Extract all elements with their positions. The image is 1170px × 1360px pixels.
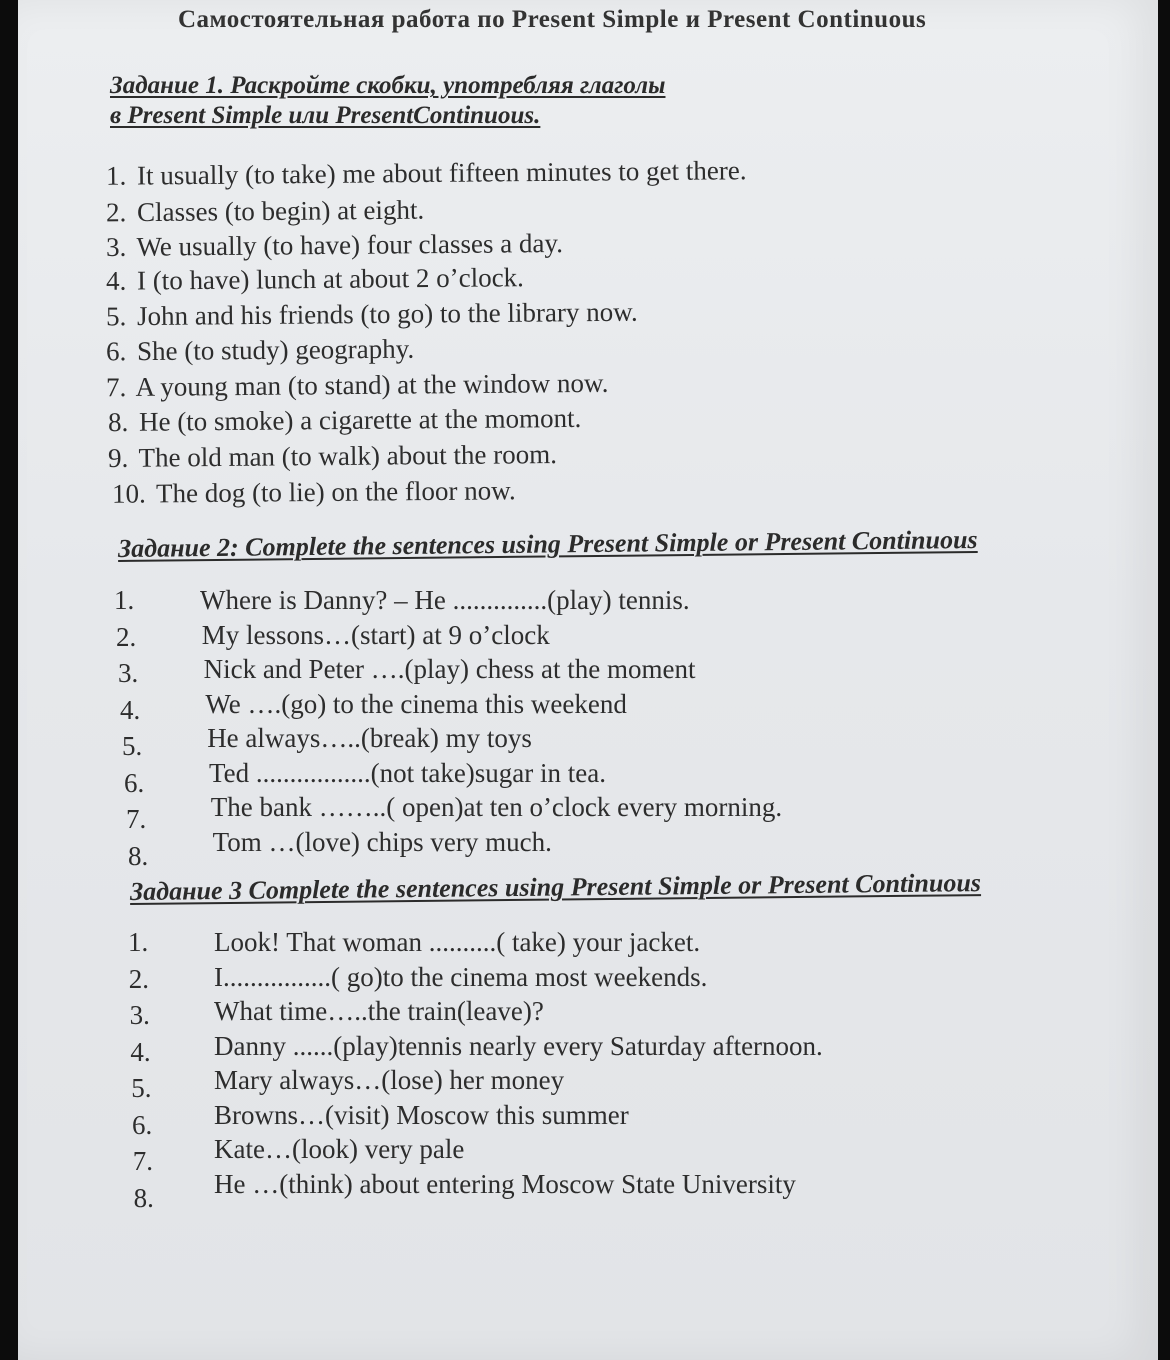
task1-item xyxy=(112,475,516,510)
item-number: 6. xyxy=(132,1109,153,1140)
task3-heading: Задание 3 Complete the sentences using Present Simple or Present Continuous xyxy=(129,868,982,906)
item-text: Browns…(visit) Moscow this summer xyxy=(214,1099,629,1130)
item-text: He …(think) about entering Moscow State University xyxy=(214,1168,796,1199)
item-number: 10. xyxy=(111,478,146,509)
item-text: John and his friends (to go) to the library now. xyxy=(130,296,638,332)
item-number: 1. xyxy=(114,585,135,615)
item-number: 4. xyxy=(120,694,141,725)
item-text: Ted .................(not take)sugar in tea. xyxy=(209,757,606,788)
page-title: Самостоятельная работа по Present Simple и Present Continuous xyxy=(178,6,927,33)
task1-item xyxy=(106,334,414,368)
item-text: Classes (to begin) at eight. xyxy=(130,194,425,228)
task1-item xyxy=(106,228,563,263)
item-text: Kate…(look) very pale xyxy=(214,1134,465,1164)
item-number: 3. xyxy=(105,231,127,262)
item-number: 8. xyxy=(128,840,149,871)
item-text: He always…..(break) my toys xyxy=(207,723,532,753)
item-number: 7. xyxy=(132,1146,154,1176)
item-text: Where is Danny? – He ..............(play) tennis. xyxy=(200,585,690,615)
item-text: Danny ......(play)tennis nearly every Saturday afternoon. xyxy=(214,1030,823,1061)
item-number: 4. xyxy=(130,1036,151,1067)
item-number: 5. xyxy=(122,731,143,761)
item-number: 2. xyxy=(116,621,137,652)
task1-item xyxy=(106,368,609,403)
item-text: The bank ……..( open)at ten o’clock every morning. xyxy=(210,792,783,822)
item-text: My lessons…(start) at 9 o’clock xyxy=(201,619,550,650)
item-text: A young man (to stand) at the window now. xyxy=(130,367,609,402)
item-number: 3. xyxy=(129,1000,150,1030)
item-number: 4. xyxy=(105,265,127,296)
item-text: I (to have) lunch at about 2 o’clock. xyxy=(130,262,524,296)
item-text: He (to smoke) a cigarette at the momont. xyxy=(132,402,582,437)
item-number: 3. xyxy=(118,658,139,688)
item-number: 5. xyxy=(131,1073,152,1103)
item-text: The old man (to walk) about the room. xyxy=(132,439,558,473)
item-text: We usually (to have) four classes a day. xyxy=(130,228,564,262)
item-text: It usually (to take) me about fifteen minutes to get there. xyxy=(130,155,747,191)
item-text: We ….(go) to the cinema this weekend xyxy=(205,688,627,719)
task1-item xyxy=(106,155,747,192)
item-text: Mary always…(lose) her money xyxy=(214,1065,565,1095)
item-number: 1. xyxy=(105,160,127,191)
item-text: I................( go)to the cinema most weekends. xyxy=(214,961,708,992)
task1-item xyxy=(108,403,582,438)
item-text: Tom …(love) chips very much. xyxy=(212,826,552,857)
item-number: 2. xyxy=(105,197,127,228)
task2-heading: Задание 2: Complete the sentences using Present Simple or Present Continuous xyxy=(117,524,978,563)
worksheet-page xyxy=(18,0,1158,1360)
task1-item xyxy=(108,439,557,474)
item-text: Look! That woman ..........( take) your jacket. xyxy=(214,927,701,957)
item-text: The dog (to lie) on the floor now. xyxy=(149,475,516,509)
item-number: 6. xyxy=(124,767,145,798)
task1-item xyxy=(106,297,638,333)
item-number: 8. xyxy=(107,406,129,438)
item-text: She (to study) geography. xyxy=(130,333,415,367)
task1-heading-line1: Задание 1. Раскройте скобки, употребляя глаголы xyxy=(110,72,666,99)
item-text: Nick and Peter ….(play) chess at the moment xyxy=(203,654,696,684)
item-number: 7. xyxy=(126,804,147,834)
task1-item xyxy=(106,195,424,229)
item-number: 5. xyxy=(105,301,127,332)
item-number: 2. xyxy=(128,963,150,994)
item-number: 8. xyxy=(133,1182,154,1213)
item-number: 9. xyxy=(107,442,129,473)
item-text: What time…..the train(leave)? xyxy=(214,996,544,1026)
item-number: 1. xyxy=(128,927,149,957)
task1-item xyxy=(106,262,524,297)
item-number: 6. xyxy=(105,336,127,367)
item-number: 7. xyxy=(105,372,127,403)
task1-heading-line2: в Present Simple или PresentContinuous. xyxy=(110,102,541,129)
